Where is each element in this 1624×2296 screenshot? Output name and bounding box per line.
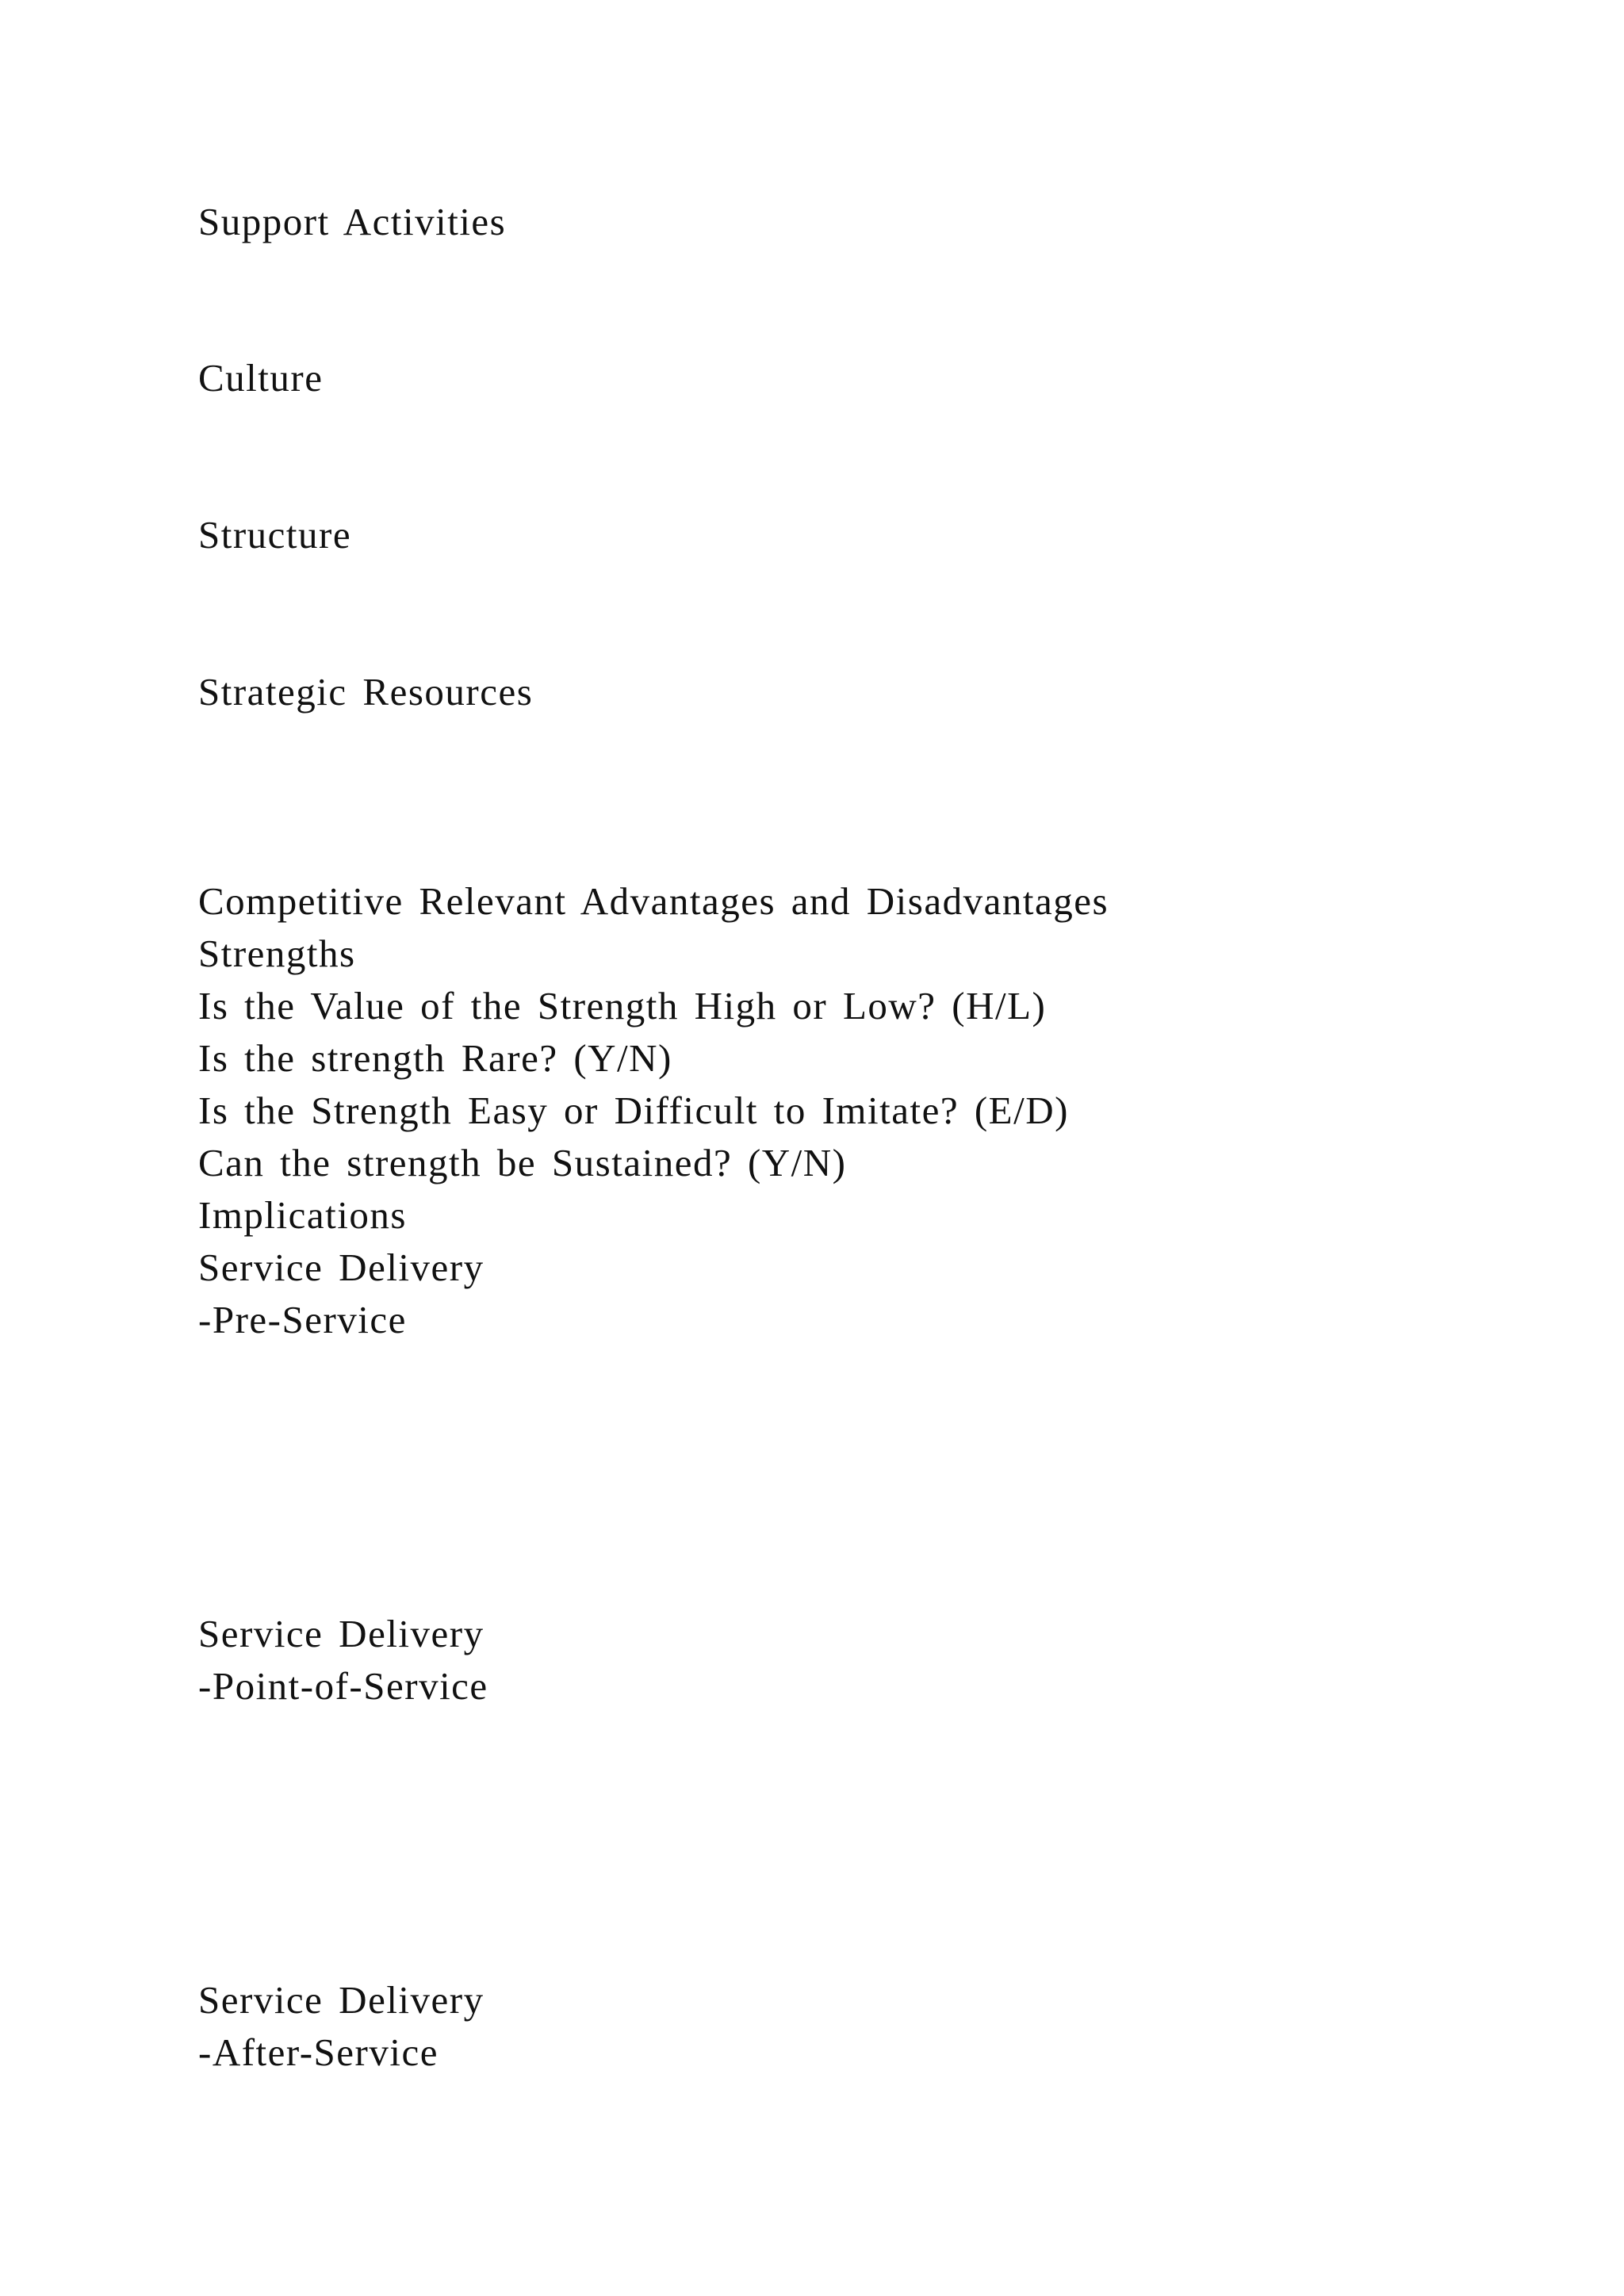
label-pre-service: -Pre-Service — [198, 1298, 407, 1341]
label-strengths: Strengths — [198, 932, 356, 975]
label-implications: Implications — [198, 1193, 407, 1237]
heading-service-delivery-after: Service Delivery — [198, 1978, 485, 2022]
heading-culture: Culture — [198, 356, 324, 400]
question-value: Is the Value of the Strength High or Low? (H/L) — [198, 984, 1047, 1027]
heading-strategic-resources: Strategic Resources — [198, 670, 534, 714]
heading-structure: Structure — [198, 513, 352, 557]
label-point-of-service: -Point-of-Service — [198, 1664, 488, 1708]
label-after-service: -After-Service — [198, 2030, 439, 2074]
heading-service-delivery-pre: Service Delivery — [198, 1246, 485, 1289]
question-rare: Is the strength Rare? (Y/N) — [198, 1036, 672, 1080]
heading-service-delivery-point: Service Delivery — [198, 1612, 485, 1655]
heading-competitive-advantages: Competitive Relevant Advantages and Disadvantages — [198, 879, 1109, 923]
question-imitate: Is the Strength Easy or Difficult to Imitate? (E/D) — [198, 1089, 1069, 1132]
heading-support-activities: Support Activities — [198, 200, 507, 243]
question-sustained: Can the strength be Sustained? (Y/N) — [198, 1141, 847, 1184]
